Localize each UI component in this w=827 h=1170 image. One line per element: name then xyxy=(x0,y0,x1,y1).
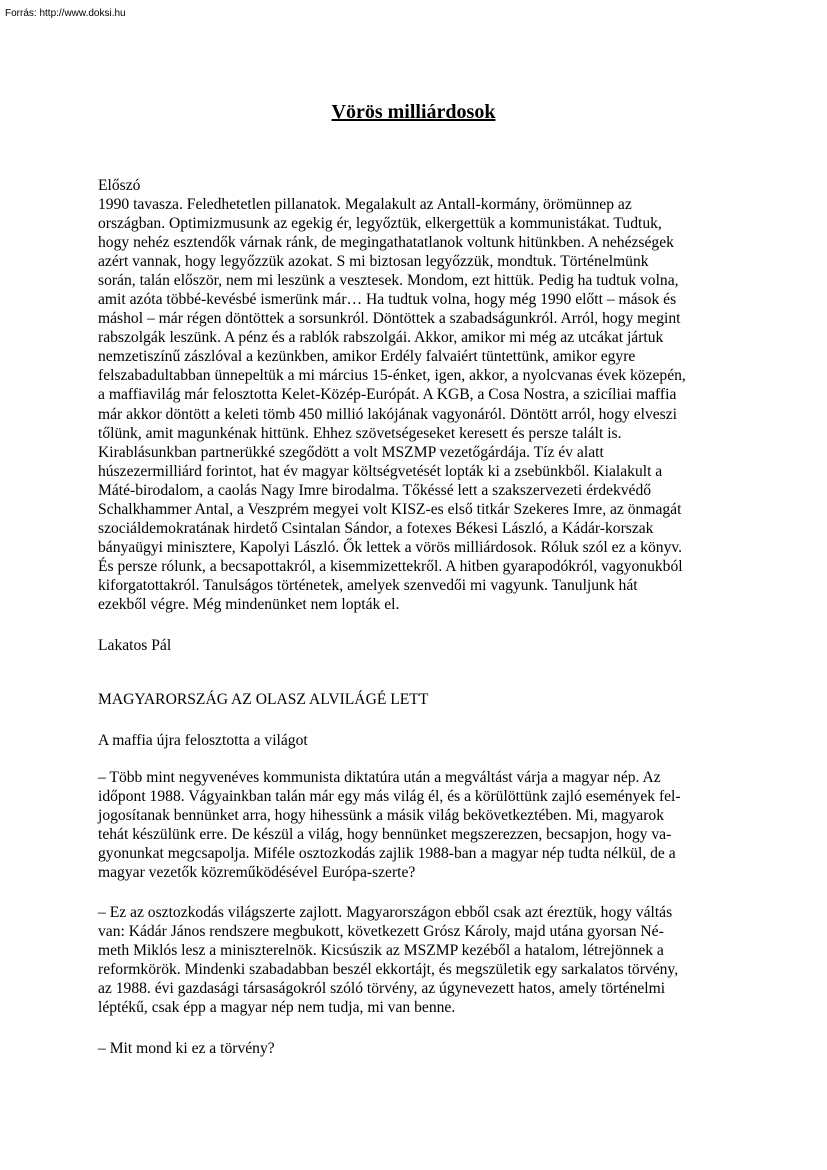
text-line: nemzetiszínű zászlóval a kezünkben, amikor Erdély falvaiért tüntettünk, amikor egyre xyxy=(98,348,636,366)
chapter-paragraph-3: – Mit mond ki ez a törvény? xyxy=(98,1040,275,1057)
preface-body xyxy=(98,195,738,614)
preface-author: Lakatos Pál xyxy=(98,637,172,654)
text-line: Máté-birodalom, a caolás Nagy Imre birodalma. Tőkéssé lett a szakszervezeti érdekvédő xyxy=(98,481,652,499)
text-line: húszezermilliárd forintot, hat év magyar költségvetését lopták ki a zsebünkből. Kialakult a xyxy=(98,462,663,480)
text-line: jogosítanak bennünket arra, hogy hihessünk a másik világ bekövetkeztében. Mi, magyarok xyxy=(98,807,664,825)
text-line: 1990 tavasza. Feledhetetlen pillanatok. Megalakult az Antall-kormány, örömünnep az xyxy=(98,196,632,213)
text-line: amit azóta többé-kevésbé ismerünk már… Ha tudtuk volna, hogy még 1990 előtt – mások és xyxy=(98,291,677,309)
preface-heading: Előszó xyxy=(98,177,141,194)
text-line: meth Miklós lesz a miniszterelnök. Kicsúszik az MSZMP kezéből a hatalom, létrejönnek a xyxy=(98,942,664,960)
text-line: reformkörök. Mindenki szabadabban beszél ekkortájt, és megszületik egy sarkalatos törvény, xyxy=(98,961,679,979)
text-line: van: Kádár János rendszere megbukott, következett Grósz Károly, majd utána gyorsan Né- xyxy=(98,923,664,941)
text-line: időpont 1988. Vágyainkban talán már egy más világ él, és a körülöttünk zajló események fel- xyxy=(98,788,681,806)
text-line: szociáldemokratának hirdető Csintalan Sándor, a fotexes Békesi László, a Kádár-korszak xyxy=(98,519,654,537)
text-line: gyonunkat megcsapolja. Miféle osztozkodás zajlik 1988-ban a magyar nép tudta nélkül, de a xyxy=(98,845,676,863)
text-line: ezekből végre. Még mindenünket nem lopták el. xyxy=(98,595,400,613)
text-line: felszabadultabban ünnepeltük a mi március 15-énket, igen, akkor, a nyolcvanas évek közepén, xyxy=(98,367,686,385)
text-line: kiforgatottakról. Tanulságos történetek, amelyek szenvedői mi vagyunk. Tanuljunk hát xyxy=(98,576,638,594)
text-line: Kirablásunkban partnerükké szegődött a volt MSZMP vezetőgárdája. Tíz év alatt xyxy=(98,443,604,461)
chapter-subheading: A maffia újra felosztotta a világot xyxy=(98,732,308,749)
text-line: tehát készülünk erre. De készül a világ, hogy bennünket megszerezzen, becsapjon, hogy va- xyxy=(98,826,672,844)
text-line: magyar vezetők közreműködésével Európa-szerte? xyxy=(98,864,416,882)
text-line: tőlünk, amit magunkénak hittünk. Ehhez szövetségeseket keresett és persze talált is. xyxy=(98,424,622,442)
text-line: során, talán először, nem mi leszünk a vesztesek. Mondom, ezt hittük. Pedig ha tudtuk volna, xyxy=(98,272,679,290)
text-line: léptékű, csak épp a magyar nép nem tudja, mi van benne. xyxy=(98,999,456,1017)
document-title: Vörös milliárdosok xyxy=(331,101,496,123)
chapter-paragraph-1 xyxy=(98,768,738,882)
chapter-heading: MAGYARORSZÁG AZ OLASZ ALVILÁGÉ LETT xyxy=(98,691,429,708)
text-line: bányaügyi minisztere, Kapolyi László. Ők lettek a vörös milliárdosok. Róluk szól ez a könyv. xyxy=(98,538,683,556)
text-line: – Ez az osztozkodás világszerte zajlott. Magyarországon ebből csak azt éreztük, hogy váltás xyxy=(98,904,673,921)
text-line: Schalkhammer Antal, a Veszprém megyei volt KISZ-es első titkár Szekeres Imre, az önmagát xyxy=(98,500,682,518)
text-line: országban. Optimizmusunk az egekig ér, legyőztük, elkergettük a kommunistákat. Tudtuk, xyxy=(98,215,662,233)
chapter-paragraph-2 xyxy=(98,903,738,1017)
source-note: Forrás: http://www.doksi.hu xyxy=(5,8,126,19)
text-line: máshol – már régen döntöttek a sorsunkról. Döntöttek a szabadságunkról. Arról, hogy megint xyxy=(98,310,681,328)
text-line: már akkor döntött a keleti tömb 450 millió lakójának vagyonáról. Döntött arról, hogy elveszi xyxy=(98,405,678,423)
text-line: az 1988. évi gazdasági társaságokról szóló törvény, az úgynevezett hatos, amely történelmi xyxy=(98,980,666,998)
text-line: – Több mint negyvenéves kommunista diktatúra után a megváltást várja a magyar nép. Az xyxy=(98,769,661,786)
text-line: És persze rólunk, a becsapottakról, a kisemmizettekről. A hitben gyarapodókról, vagyonukból xyxy=(98,557,683,575)
text-line: a maffiavilág már felosztotta Kelet-Közép-Európát. A KGB, a Cosa Nostra, a szicíliai maffia xyxy=(98,386,677,404)
text-line: azért vannak, hogy legyőzzük azokat. S mi biztosan legyőzzük, mondtuk. Történelmünk xyxy=(98,253,649,271)
text-line: hogy nehéz esztendők várnak ránk, de megingathatatlanok voltunk hitünkben. A nehézségek xyxy=(98,234,674,252)
text-line: rabszolgák leszünk. A pénz és a rablók rabszolgái. Akkor, amikor mi még az utcákat jártuk xyxy=(98,329,664,347)
